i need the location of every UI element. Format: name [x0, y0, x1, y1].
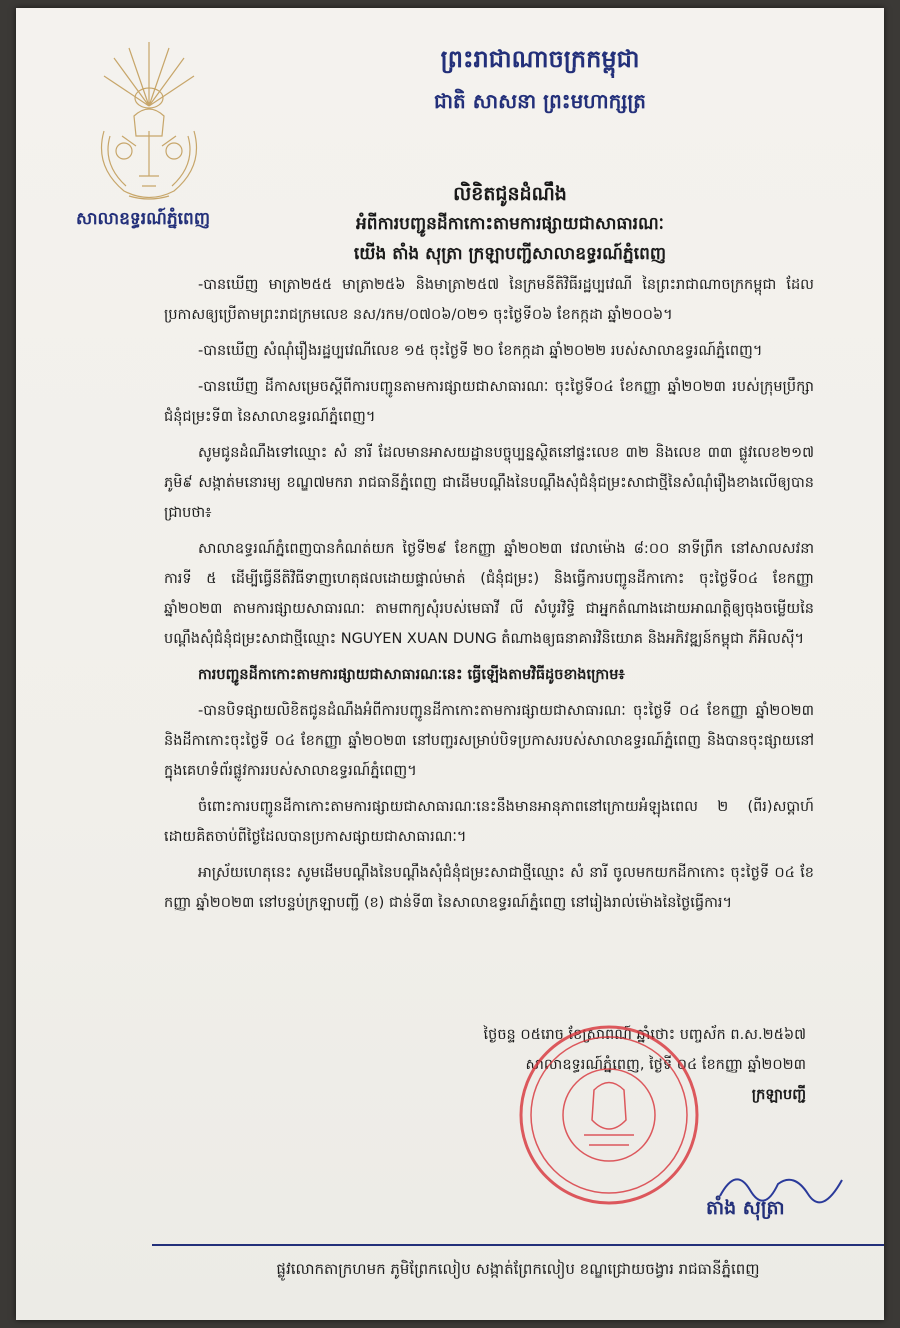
- paragraph-4: សូមជូនដំណឹងទៅឈ្មោះ សំ នារី ដែលមានអាសយដ្ឋានបច្ចុប្បន្នស្ថិតនៅផ្ទះលេខ ៣២ និងលេខ ៣៣ ផ្លូវលេខ២១៧ ភូមិ៩ សង្កាត់មនោរម្យ ខណ្ឌ៧មករា រាជធានីភ្នំពេញ ជាដើមបណ្តឹងនៃបណ្តឹងសុំជំនុំជម្រះសាជាថ្មីនៃសំណុំរឿងខាងលើឲ្យបានជ្រាបថា៖: [164, 445, 814, 521]
- paragraph-7: -បានបិទផ្សាយលិខិតជូនដំណឹងអំពីការបញ្ជូនដីកាកោះតាមការផ្សាយជាសាធារណៈ ចុះថ្ងៃទី ០៤ ខែកញ្ញា ឆ្នាំ២០២៣ និងដីកាកោះចុះថ្ងៃទី ០៤ ខែកញ្ញា ឆ្នាំ២០២៣ នៅបញ្ជរសម្រាប់បិទប្រកាសរបស់សាលាឧទ្ធរណ៍ភ្នំពេញ និងបានចុះផ្សាយនៅក្នុងគេហទំព័រផ្លូវការរបស់សាលាឧទ្ធរណ៍ភ្នំពេញ។: [164, 703, 814, 779]
- paragraph-1: -បានឃើញ មាត្រា២៥៥ មាត្រា២៥៦ និងមាត្រា២៥៧ នៃក្រមនីតិវិធីរដ្ឋប្បវេណី នៃព្រះរាជាណាចក្រកម្ពុជា ដែលប្រកាសឲ្យប្រើតាមព្រះរាជក្រមលេខ នស/រកម/០៧០៦/០២១ ចុះថ្ងៃទី០៦ ខែកក្កដា ឆ្នាំ២០០៦។: [164, 277, 814, 323]
- signer-name: តាំង សុត្រា: [706, 1197, 785, 1219]
- paragraph-6: ការបញ្ជូនដីកាកោះតាមការផ្សាយជាសាធារណៈនេះ ធ្វើឡើងតាមវិធីដូចខាងក្រោម៖: [198, 667, 625, 683]
- court-name: សាលាឧទ្ធរណ៍ភ្នំពេញ: [75, 209, 211, 229]
- document-subtitle-issuer: យើង តាំង សុត្រា ក្រឡាបញ្ជីសាលាឧទ្ធរណ៍ភ្នំពេញ: [353, 244, 667, 264]
- paragraph-5: សាលាឧទ្ធរណ៍ភ្នំពេញបានកំណត់យក ថ្ងៃទី២៩ ខែកញ្ញា ឆ្នាំ២០២៣ វេលាម៉ោង ៨:០០ នាទីព្រឹក នៅសាលសវនាការទី ៥ ដើម្បីធ្វើនីតិវិធីទាញហេតុផលដោយផ្ទាល់មាត់ (ជំនុំជម្រះ) និងធ្វើការបញ្ជូនដីកាកោះ ចុះថ្ងៃទី០៤ ខែកញ្ញា ឆ្នាំ២០២៣ តាមការផ្សាយសាធារណៈ តាមពាក្យសុំរបស់មេធាវី លី សំបូរវិទ្ធិ ជាអ្នកតំណាងដោយអាណត្តិឲ្យចុងចម្លើយនៃបណ្តឹងសុំជំនុំជម្រះសាជាថ្មីឈ្មោះ NGUYEN XUAN DUNG តំណាងឲ្យធនាគារវិនិយោគ និងអភិវឌ្ឍន៍កម្ពុជា ភីអិលស៊ី។: [164, 541, 814, 647]
- footer-address: ផ្លូវលោកតាក្រហមក ភូមិព្រែកលៀប សង្កាត់ព្រែកលៀប ខណ្ឌជ្រោយចង្វារ រាជធានីភ្នំពេញ: [276, 1260, 760, 1278]
- paragraph-2: -បានឃើញ សំណុំរឿងរដ្ឋប្បវេណីលេខ ១៥ ចុះថ្ងៃទី ២០ ខែកក្កដា ឆ្នាំ២០២២ របស់សាលាឧទ្ធរណ៍ភ្នំពេញ។: [198, 343, 763, 359]
- signer-role: ក្រឡាបញ្ជី: [751, 1087, 806, 1103]
- kingdom-heading: ព្រះរាជាណាចក្រកម្ពុជា: [440, 45, 640, 73]
- document-subtitle: អំពីការបញ្ជូនដីកាកោះតាមការផ្សាយជាសាធារណៈ: [355, 214, 664, 234]
- paragraph-9: អាស្រ័យហេតុនេះ សូមដើមបណ្តឹងនៃបណ្តឹងសុំជំនុំជម្រះសាជាថ្មីឈ្មោះ សំ នារី ចូលមកយកដីកាកោះ ចុះថ្ងៃទី ០៤ ខែកញ្ញា ឆ្នាំ២០២៣ នៅបន្ទប់ក្រឡាបញ្ជី (ខ) ជាន់ទី៣ នៃសាលាឧទ្ធរណ៍ភ្នំពេញ នៅរៀងរាល់ម៉ោងនៃថ្ងៃធ្វើការ។: [164, 865, 814, 911]
- lunar-date: ថ្ងៃចន្ទ ០៥រោច ខែស្រាពណ៍ ឆ្នាំថោះ បញ្ចស័ក ព.ស.២៥៦៧: [483, 1027, 806, 1043]
- court-seal-icon: [514, 1020, 704, 1210]
- document-title: លិខិតជូនដំណឹង: [453, 183, 567, 205]
- paragraph-3: -បានឃើញ ដីកាសម្រេចស្តីពីការបញ្ជូនតាមការផ្សាយជាសាធារណៈ ចុះថ្ងៃទី០៤ ខែកញ្ញា ឆ្នាំ២០២៣ របស់ក្រុមប្រឹក្សាជំនុំជម្រះទី៣ នៃសាលាឧទ្ធរណ៍ភ្នំពេញ។: [164, 379, 814, 425]
- national-motto: ជាតិ សាសនា ព្រះមហាក្សត្រ: [434, 89, 646, 113]
- place-date: សាលាឧទ្ធរណ៍ភ្នំពេញ, ថ្ងៃទី ០៤ ខែកញ្ញា ឆ្នាំ២០២៣: [525, 1057, 806, 1073]
- footer-divider: [152, 1244, 884, 1246]
- paragraph-8: ចំពោះការបញ្ជូនដីកាកោះតាមការផ្សាយជាសាធារណៈនេះនឹងមានអានុភាពនៅក្រោយអំឡុងពេល ២ (ពីរ)សប្តាហ៍ ដោយគិតចាប់ពីថ្ងៃដែលបានប្រកាសផ្សាយជាសាធារណៈ។: [164, 799, 814, 845]
- letter-body: [164, 270, 814, 924]
- document-page: [16, 8, 884, 1320]
